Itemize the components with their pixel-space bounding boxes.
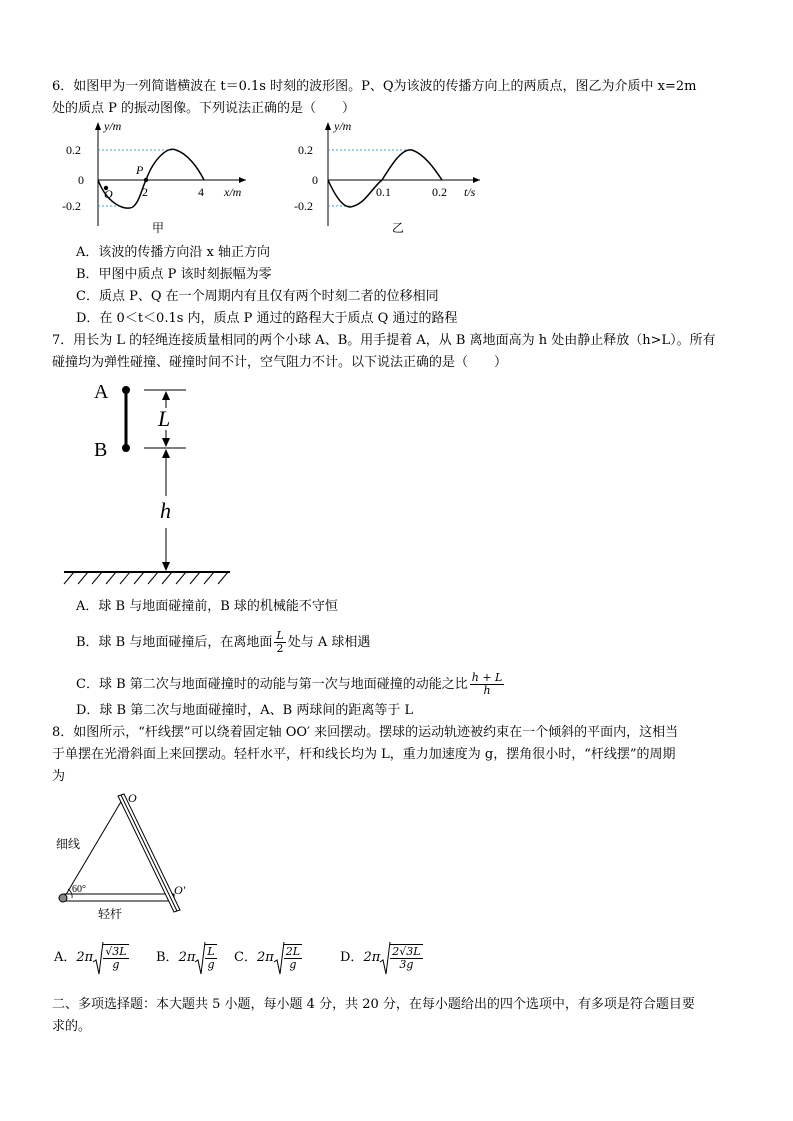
label-B: B: [94, 439, 108, 461]
coef: 2π: [256, 950, 274, 965]
coef: 2π: [178, 950, 196, 965]
q7-option-d: D．球 B 第二次与地面碰撞时，A、B 两球间的距离等于 L: [76, 703, 414, 718]
q8-option-b: [156, 944, 217, 971]
frac-den: 3g: [399, 958, 414, 971]
label-h: h: [160, 498, 171, 523]
frac-den: 2: [276, 642, 284, 655]
radical: [380, 944, 422, 971]
label-A: A: [94, 381, 109, 403]
q6-stem-line2: 处的质点 P 的振动图像。下列说法正确的是（ ）: [52, 101, 356, 116]
q7-option-c-pre: C．球 B 第二次与地面碰撞时的动能与第一次与地面碰撞的动能之比: [76, 677, 468, 692]
coef: 2π: [76, 950, 94, 965]
radical: [93, 944, 128, 971]
tick-x2: 2: [142, 185, 148, 199]
q7-option-a: A．球 B 与地面碰撞前，B 球的机械能不守恒: [76, 599, 338, 614]
point-P: P: [136, 163, 144, 177]
y-label: y/m: [104, 119, 122, 133]
caption-jia: 甲: [152, 221, 165, 235]
radical: [274, 944, 302, 971]
option-label: A．: [54, 950, 77, 965]
q7-option-b: [76, 630, 370, 655]
q6-option-a: A．该波的传播方向沿 x 轴正方向: [76, 245, 270, 260]
section2-line1: 二、多项选择题：本大题共 5 小题，每小题 4 分，共 20 分，在每小题给出的四个选项中，有多项是符合题目要: [52, 997, 695, 1012]
light-rod: [64, 894, 174, 901]
fraction-h-plus-L-over-h: [470, 672, 505, 697]
frac-num: h + L: [471, 671, 503, 684]
label-L: L: [158, 406, 171, 431]
q6-option-d: D．在 0＜t＜0.1s 内，质点 P 通过的路程大于质点 Q 通过的路程: [76, 311, 458, 326]
option-label: C．: [234, 950, 257, 965]
t-label: t/s: [464, 185, 476, 199]
q8-stem-line1: 8．如图所示，“杆线摆”可以绕着固定轴 OO′ 来回摆动。摆球的运动轨迹被约束在一个倾斜的平面内，这相当: [52, 725, 679, 740]
q8-stem-line3: 为: [52, 769, 66, 784]
option-label: B．: [156, 950, 179, 965]
q7-stem-line2: 碰撞均为弹性碰撞、碰撞时间不计，空气阻力不计。以下说法正确的是（ ）: [52, 355, 508, 370]
frac-num: L: [276, 629, 284, 642]
frac-den: h: [483, 684, 491, 697]
tick-0: 0: [312, 173, 318, 187]
y-label: y/m: [334, 119, 352, 133]
tick-neg0.2: -0.2: [62, 199, 81, 213]
caption-yi: 乙: [392, 221, 405, 235]
q7-option-b-pre: B．球 B 与地面碰撞后，在离地面: [76, 635, 273, 650]
q6-option-b: B．甲图中质点 P 该时刻振幅为零: [76, 267, 272, 282]
tick-neg0.2: -0.2: [294, 199, 313, 213]
fraction-L-over-2: [274, 630, 285, 655]
q8-option-d: [340, 944, 423, 971]
q7-stem-line1: 7．用长为 L 的轻绳连接质量相同的两个小球 A、B。用手提着 A，从 B 离地面高为 h 处由静止释放（h>L）。所有: [52, 333, 716, 348]
pendulum-ball: [59, 894, 67, 902]
q8-option-a: [54, 944, 129, 971]
point-Q: Q: [104, 187, 113, 201]
x-label: x/m: [224, 185, 242, 199]
frac-den: g: [112, 958, 120, 971]
tick-0.2: 0.2: [66, 143, 81, 157]
option-label: D．: [340, 950, 364, 965]
label-rod: 轻杆: [98, 907, 123, 921]
radical-sign-icon: [380, 942, 390, 976]
q6-figure-vibration: [288, 118, 498, 238]
label-O: O: [128, 791, 137, 805]
frac-num: 2√3L: [392, 945, 421, 958]
tick-0.2: 0.2: [298, 143, 313, 157]
tick-0: 0: [78, 173, 84, 187]
q6-option-c: C．质点 P、Q 在一个周期内有且仅有两个时刻二者的位移相同: [76, 289, 439, 304]
ball-A: [122, 386, 130, 394]
wave-curve: [98, 149, 204, 208]
radical-sign-icon: [93, 942, 103, 976]
q7-option-c: [76, 672, 506, 697]
q6-figure-wave: [58, 118, 258, 238]
label-angle: 60°: [72, 884, 86, 895]
frac-num: √3L: [105, 945, 127, 958]
frac-num: L: [207, 945, 215, 958]
q7-figure: [62, 378, 242, 588]
tick-t0.1: 0.1: [376, 185, 391, 199]
q7-option-b-post: 处与 A 球相遇: [287, 635, 371, 650]
frac-num: 2L: [285, 945, 301, 958]
frac-den: g: [289, 958, 297, 971]
q8-figure: [54, 788, 204, 928]
coef: 2π: [363, 950, 381, 965]
label-string: 细线: [56, 837, 81, 851]
tick-t0.2: 0.2: [432, 185, 447, 199]
section2-line2: 求的。: [52, 1019, 92, 1034]
q6-stem-line1: 6．如图甲为一列简谐横波在 t＝0.1s 时刻的波形图。P、Q为该波的传播方向上的两质点，图乙为介质中 x=2m: [52, 79, 697, 94]
label-O-prime: O′: [174, 883, 186, 897]
radical-sign-icon: [195, 942, 205, 976]
frac-den: g: [207, 958, 215, 971]
radical-sign-icon: [274, 942, 284, 976]
q8-option-c: [234, 944, 302, 971]
q8-stem-line2: 于单摆在光滑斜面上来回摆动。轻杆水平，杆和线长均为 L，重力加速度为 g，摆角很小时，“杆线摆”的周期: [52, 747, 676, 762]
ball-B: [122, 444, 130, 452]
tick-x4: 4: [198, 185, 204, 199]
radical: [195, 944, 216, 971]
